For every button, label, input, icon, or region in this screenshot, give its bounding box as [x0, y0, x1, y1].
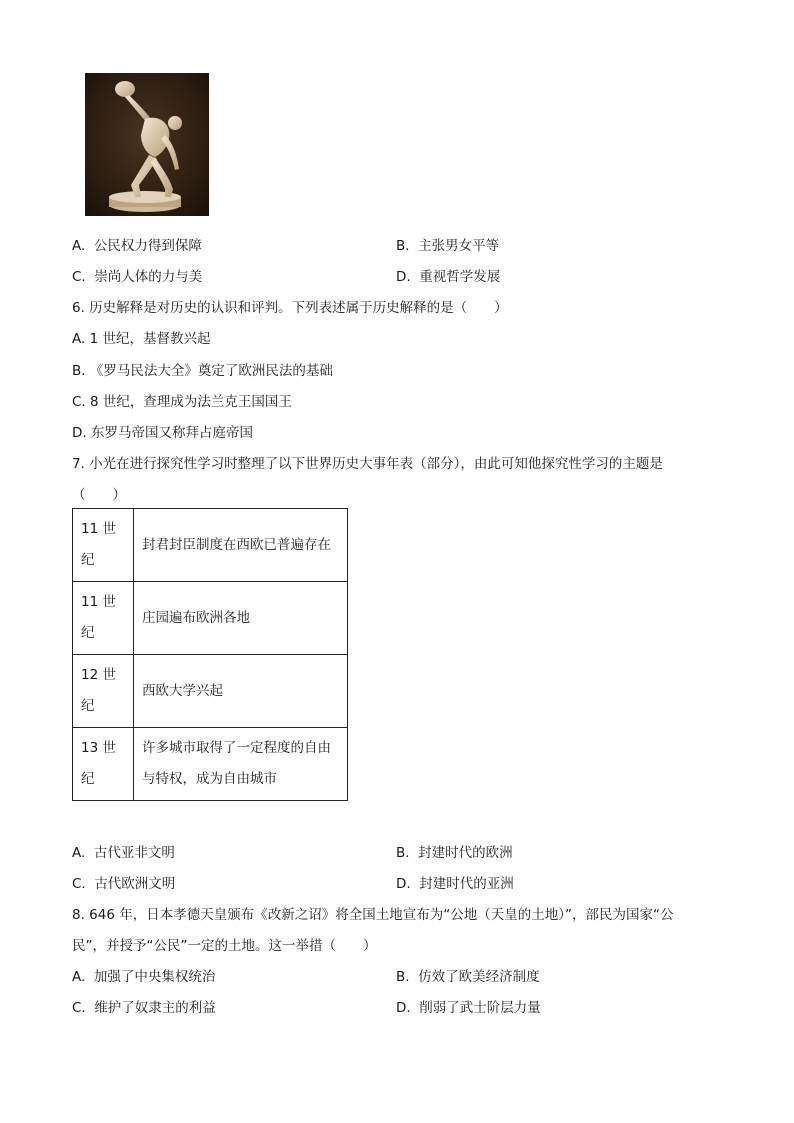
event-cell: 西欧大学兴起 — [134, 655, 348, 728]
event-cell: 庄园遍布欧洲各地 — [134, 582, 348, 655]
q7-stem-line2: （ ） — [72, 487, 126, 503]
q5-option-d: D. 重视哲学发展 — [396, 269, 501, 285]
q6-option-b: B. 《罗马民法大全》奠定了欧洲民法的基础 — [72, 363, 333, 379]
century-cell: 11 世纪 — [73, 582, 134, 655]
table-row — [73, 655, 348, 728]
q7-stem-line1: 7. 小光在进行探究性学习时整理了以下世界历史大事年表（部分），由此可知他探究性学习的主题是 — [72, 456, 663, 472]
q6-stem: 6. 历史解释是对历史的认识和评判。下列表述属于历史解释的是（ ） — [72, 300, 508, 316]
q6-option-c: C. 8 世纪，查理成为法兰克王国国王 — [72, 394, 292, 410]
event-cell: 许多城市取得了一定程度的自由与特权，成为自由城市 — [134, 728, 348, 801]
q5-option-b: B. 主张男女平等 — [396, 238, 500, 254]
q8-option-c: C. 维护了奴隶主的利益 — [72, 1000, 216, 1016]
q6-option-d: D. 东罗马帝国又称拜占庭帝国 — [72, 425, 253, 441]
q8-option-b: B. 仿效了欧美经济制度 — [396, 969, 540, 985]
q7-timeline-table — [72, 508, 348, 801]
q8-option-a: A. 加强了中央集权统治 — [72, 969, 216, 985]
q8-stem-line1: 8. 646 年，日本孝德天皇颁布《改新之诏》将全国土地宣布为“公地（天皇的土地）”，部民为国家“公 — [72, 907, 674, 923]
table-row — [73, 728, 348, 801]
discobolus-statue-image — [85, 73, 209, 216]
q7-option-d: D. 封建时代的亚洲 — [396, 876, 514, 892]
century-cell: 11 世纪 — [73, 509, 134, 582]
q7-option-c: C. 古代欧洲文明 — [72, 876, 176, 892]
q8-stem-line2: 民”，并授予“公民”一定的土地。这一举措（ ） — [72, 938, 377, 954]
q7-option-a: A. 古代亚非文明 — [72, 845, 175, 861]
event-cell: 封君封臣制度在西欧已普遍存在 — [134, 509, 348, 582]
q6-option-a: A. 1 世纪，基督教兴起 — [72, 331, 211, 347]
century-cell: 13 世纪 — [73, 728, 134, 801]
table-row — [73, 509, 348, 582]
q8-option-d: D. 削弱了武士阶层力量 — [396, 1000, 541, 1016]
q7-option-b: B. 封建时代的欧洲 — [396, 845, 513, 861]
q5-option-a: A. 公民权力得到保障 — [72, 238, 202, 254]
table-row — [73, 582, 348, 655]
century-cell: 12 世纪 — [73, 655, 134, 728]
q5-option-c: C. 崇尚人体的力与美 — [72, 269, 203, 285]
